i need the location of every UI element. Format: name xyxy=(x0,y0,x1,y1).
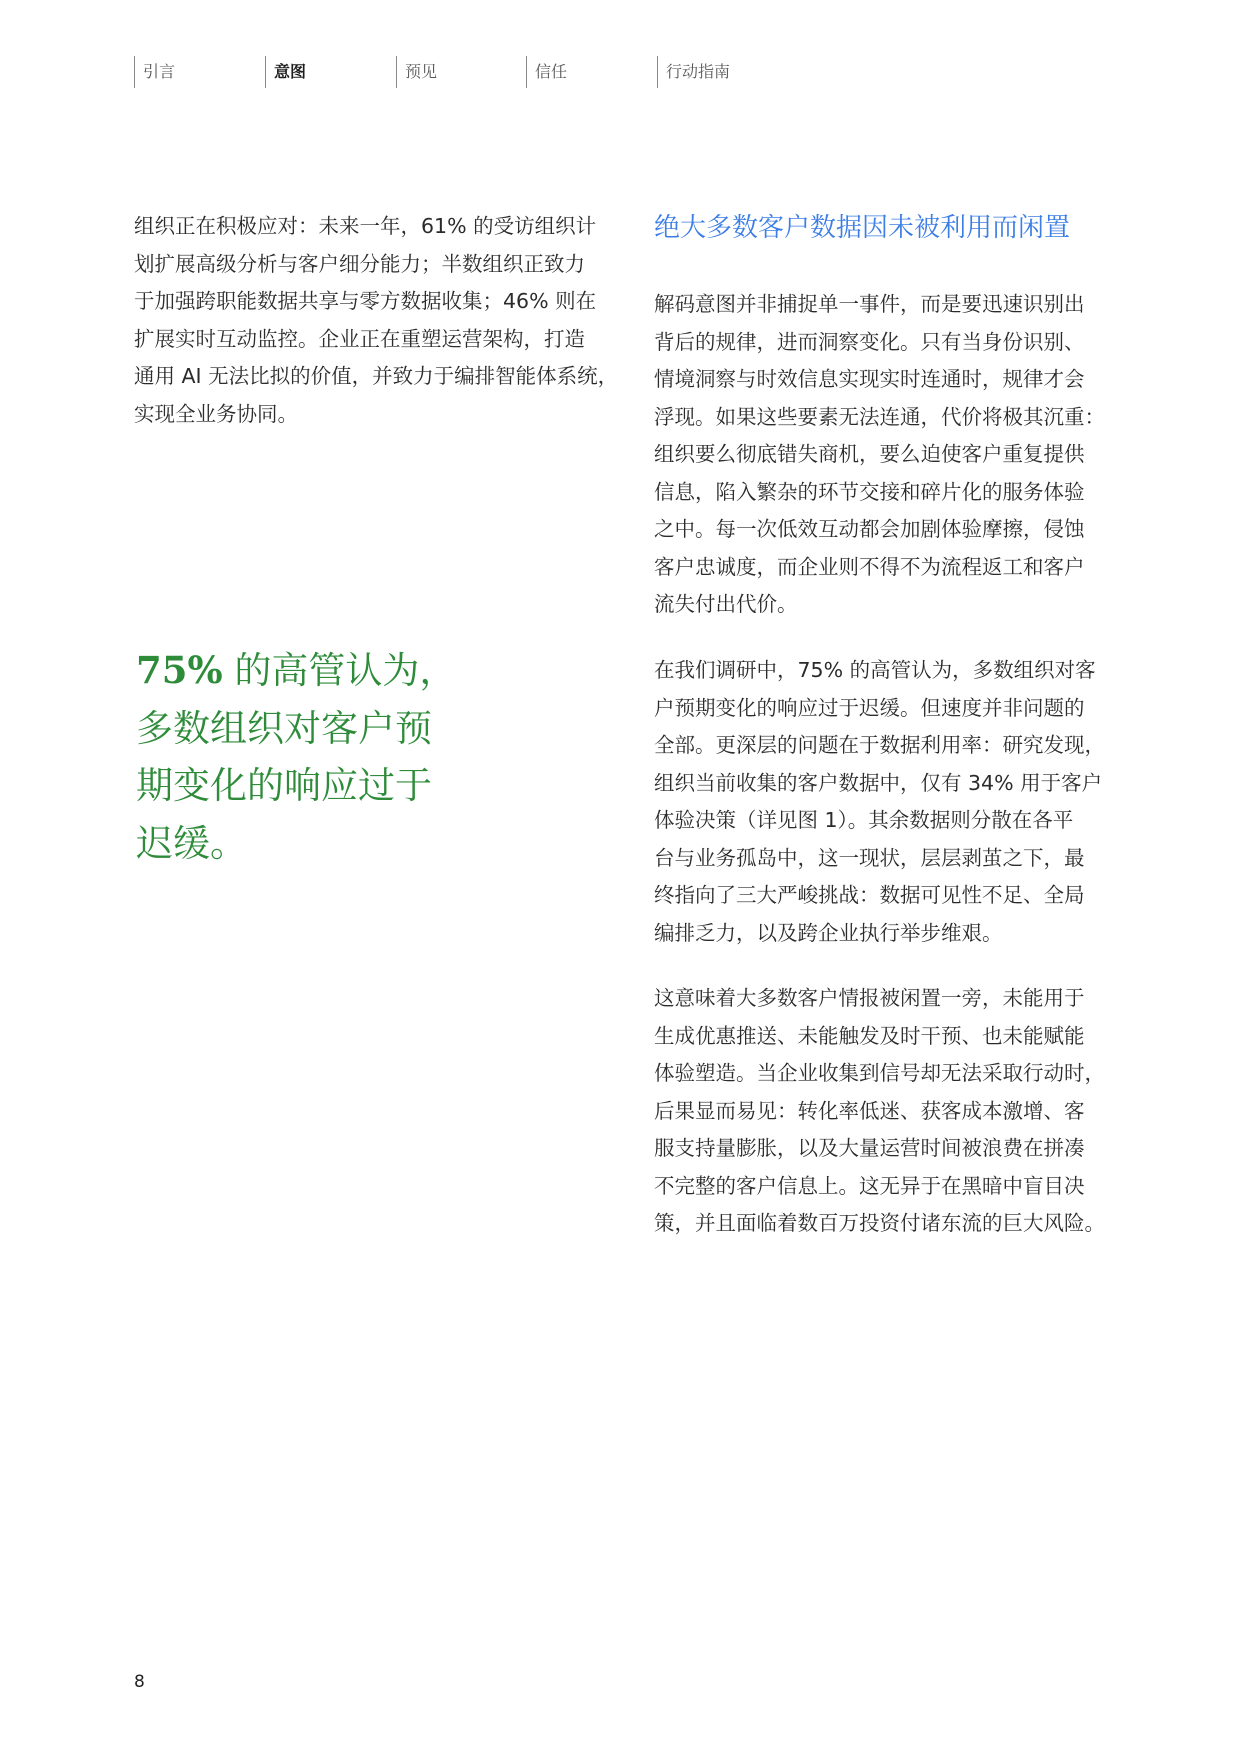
body-paragraph-3: 这意味着大多数客户情报被闲置一旁，未能用于 生成优惠推送、未能触发及时干预、也未能赋能 体验塑造。当企业收集到信号却无法采取行动时， 后果显而易见：转化率低迷、获客成本激增、客 服支持量膨胀，以及大量运营时间被浪费在拼凑 不完整的客户信息上。这无异于在黑暗中盲目决 策，并且面临着数百万投资付诸东流的巨大风险。 xyxy=(654,986,1105,1235)
nav-item-foresight[interactable]: 预见 xyxy=(396,56,437,88)
nav-item-intent[interactable]: 意图 xyxy=(265,56,306,88)
nav-item-trust[interactable]: 信任 xyxy=(526,56,567,88)
nav-item-action-guide[interactable]: 行动指南 xyxy=(657,56,730,88)
nav-item-intro[interactable]: 引言 xyxy=(134,56,175,88)
page-number: 8 xyxy=(134,1672,145,1692)
pull-quote xyxy=(136,642,476,872)
body-paragraph-1: 解码意图并非捕捉单一事件，而是要迅速识别出 背后的规律，进而洞察变化。只有当身份识别、 情境洞察与时效信息实现实时连通时，规律才会 浮现。如果这些要素无法连通，代价将极其沉重： 组织要么彻底错失商机，要么迫使客户重复提供 信息，陷入繁杂的环节交接和碎片化的服务体验 之中。每一次低效互动都会加剧体验摩擦，侵蚀 客户忠诚度，而企业则不得不为流程返工和客户 流失付出代价。 xyxy=(654,292,1105,616)
pull-quote-highlight: 75% xyxy=(136,648,223,692)
section-nav xyxy=(0,56,1240,88)
pull-quote-text: 的高管认为， 多数组织对客户预 期变化的响应过于 迟缓。 xyxy=(136,649,457,865)
body-paragraph-2: 在我们调研中，75% 的高管认为，多数组织对客 户预期变化的响应过于迟缓。但速度并非问题的 全部。更深层的问题在于数据利用率：研究发现， 组织当前收集的客户数据中，仅有 34% 用于客户 体验决策（详见图 1）。其余数据则分散在各平 台与业务孤岛中，这一现状，层层剥茧之下，最 终指向了三大严峻挑战：数据可见性不足、全局 编排乏力，以及跨企业执行举步维艰。 xyxy=(654,658,1105,945)
section-heading: 绝大多数客户数据因未被利用而闲置 xyxy=(654,213,1071,243)
intro-paragraph: 组织正在积极应对：未来一年，61% 的受访组织计 划扩展高级分析与客户细分能力；半数组织正致力 于加强跨职能数据共享与零方数据收集；46% 则在 扩展实时互动监控。企业正在重塑运营架构，打造 通用 AI 无法比拟的价值，并致力于编排智能体系统， 实现全业务协同。 xyxy=(134,214,619,426)
